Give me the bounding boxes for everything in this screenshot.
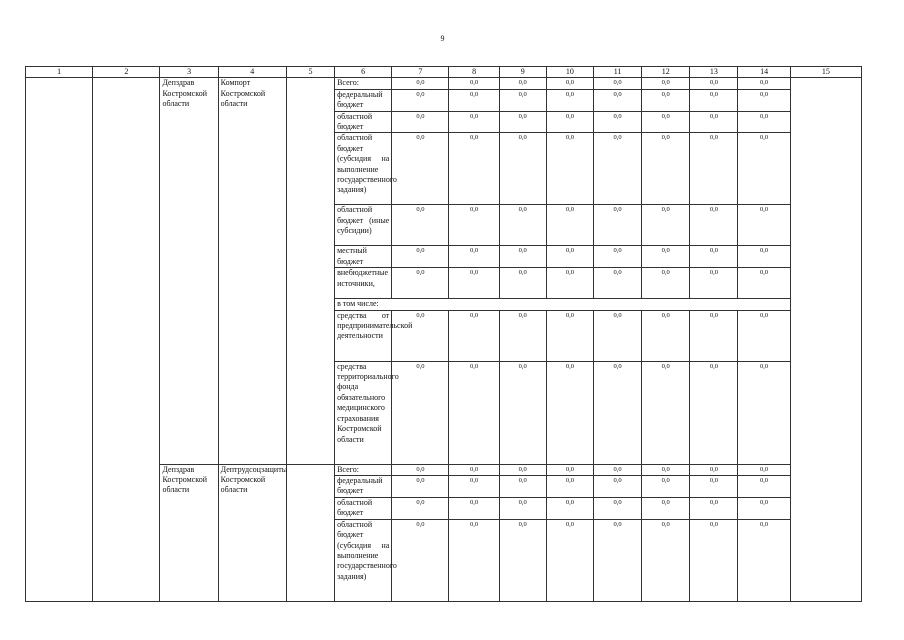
- value-cell: 0,0: [738, 519, 790, 601]
- column-header: 7: [392, 67, 449, 78]
- value-cell: 0,0: [499, 310, 546, 361]
- col15-cell: [790, 268, 861, 299]
- value-cell: 0,0: [690, 476, 738, 498]
- value-cell: 0,0: [738, 310, 790, 361]
- value-cell: 0,0: [738, 133, 790, 205]
- value-cell: 0,0: [642, 133, 690, 205]
- value-cell: 0,0: [738, 78, 790, 89]
- source-label: в том числе:: [335, 299, 791, 310]
- value-cell: 0,0: [449, 268, 499, 299]
- page-number: 9: [440, 34, 445, 43]
- col15-cell: [790, 78, 861, 89]
- value-cell: 0,0: [642, 78, 690, 89]
- value-cell: 0,0: [593, 497, 641, 519]
- value-cell: 0,0: [449, 464, 499, 475]
- value-cell: 0,0: [642, 497, 690, 519]
- column-header: 14: [738, 67, 790, 78]
- value-cell: 0,0: [642, 361, 690, 464]
- col2-cell: [93, 78, 160, 601]
- value-cell: 0,0: [546, 464, 593, 475]
- participant-cell: Дептрудсоцзащиты Костромской области: [218, 464, 286, 601]
- value-cell: 0,0: [738, 497, 790, 519]
- value-cell: 0,0: [642, 89, 690, 111]
- column-header: 11: [593, 67, 641, 78]
- source-label: Всего:: [335, 78, 392, 89]
- value-cell: 0,0: [642, 268, 690, 299]
- value-cell: 0,0: [499, 519, 546, 601]
- value-cell: 0,0: [499, 476, 546, 498]
- value-cell: 0,0: [642, 111, 690, 133]
- col15-cell: [790, 310, 861, 361]
- value-cell: 0,0: [593, 111, 641, 133]
- value-cell: 0,0: [392, 310, 449, 361]
- executor-cell: Депздрав Костромской области: [160, 78, 218, 464]
- source-label: областной бюджет: [335, 111, 392, 133]
- column-header: 4: [218, 67, 286, 78]
- value-cell: 0,0: [690, 89, 738, 111]
- value-cell: 0,0: [499, 361, 546, 464]
- value-cell: 0,0: [392, 497, 449, 519]
- value-cell: 0,0: [642, 519, 690, 601]
- value-cell: 0,0: [642, 246, 690, 268]
- value-cell: 0,0: [738, 268, 790, 299]
- value-cell: 0,0: [546, 268, 593, 299]
- column-header: 8: [449, 67, 499, 78]
- value-cell: 0,0: [449, 310, 499, 361]
- value-cell: 0,0: [392, 89, 449, 111]
- value-cell: 0,0: [546, 133, 593, 205]
- value-cell: 0,0: [593, 246, 641, 268]
- value-cell: 0,0: [738, 464, 790, 475]
- value-cell: 0,0: [738, 361, 790, 464]
- value-cell: 0,0: [449, 519, 499, 601]
- value-cell: 0,0: [499, 497, 546, 519]
- value-cell: 0,0: [690, 111, 738, 133]
- value-cell: 0,0: [738, 111, 790, 133]
- column-header: 1: [26, 67, 93, 78]
- source-label: областной бюджет (субсидия на выполнение государственного задания): [335, 133, 392, 205]
- value-cell: 0,0: [593, 464, 641, 475]
- value-cell: 0,0: [392, 268, 449, 299]
- column-header: 13: [690, 67, 738, 78]
- value-cell: 0,0: [499, 246, 546, 268]
- col15-cell: [790, 361, 861, 464]
- value-cell: 0,0: [546, 205, 593, 246]
- source-label: внебюджетные источники,: [335, 268, 392, 299]
- value-cell: 0,0: [449, 78, 499, 89]
- value-cell: 0,0: [449, 246, 499, 268]
- value-cell: 0,0: [593, 205, 641, 246]
- value-cell: 0,0: [449, 89, 499, 111]
- col15-cell: [790, 133, 861, 205]
- value-cell: 0,0: [546, 246, 593, 268]
- value-cell: 0,0: [593, 310, 641, 361]
- source-label: местный бюджет: [335, 246, 392, 268]
- col5-cell: [286, 464, 334, 601]
- value-cell: 0,0: [392, 476, 449, 498]
- value-cell: 0,0: [642, 205, 690, 246]
- value-cell: 0,0: [593, 268, 641, 299]
- value-cell: 0,0: [690, 519, 738, 601]
- value-cell: 0,0: [690, 78, 738, 89]
- source-label: федеральный бюджет: [335, 89, 392, 111]
- value-cell: 0,0: [690, 133, 738, 205]
- column-header: 12: [642, 67, 690, 78]
- value-cell: 0,0: [499, 78, 546, 89]
- table-row: [26, 78, 862, 89]
- value-cell: 0,0: [392, 246, 449, 268]
- column-header: 5: [286, 67, 334, 78]
- source-label: областной бюджет (субсидия на выполнение государственного задания): [335, 519, 392, 601]
- col15-cell: [790, 246, 861, 268]
- value-cell: 0,0: [499, 268, 546, 299]
- column-header: 6: [335, 67, 392, 78]
- col15-cell: [790, 89, 861, 111]
- value-cell: 0,0: [449, 497, 499, 519]
- value-cell: 0,0: [642, 476, 690, 498]
- value-cell: 0,0: [546, 497, 593, 519]
- value-cell: 0,0: [392, 111, 449, 133]
- col15-cell: [790, 205, 861, 246]
- col15-cell: [790, 519, 861, 601]
- value-cell: 0,0: [593, 476, 641, 498]
- value-cell: 0,0: [642, 310, 690, 361]
- value-cell: 0,0: [392, 205, 449, 246]
- col5-cell: [286, 78, 334, 464]
- column-header: 9: [499, 67, 546, 78]
- value-cell: 0,0: [546, 111, 593, 133]
- value-cell: 0,0: [392, 78, 449, 89]
- value-cell: 0,0: [546, 476, 593, 498]
- value-cell: 0,0: [642, 464, 690, 475]
- value-cell: 0,0: [546, 361, 593, 464]
- value-cell: 0,0: [593, 89, 641, 111]
- value-cell: 0,0: [593, 519, 641, 601]
- participant-cell: Компорт Костромской области: [218, 78, 286, 464]
- value-cell: 0,0: [546, 519, 593, 601]
- col15-cell: [790, 497, 861, 519]
- value-cell: 0,0: [690, 205, 738, 246]
- source-label: Всего:: [335, 464, 392, 475]
- value-cell: 0,0: [593, 361, 641, 464]
- value-cell: 0,0: [449, 133, 499, 205]
- source-label: средства от предпринимательской деятельности: [335, 310, 392, 361]
- column-header: 3: [160, 67, 218, 78]
- value-cell: 0,0: [546, 78, 593, 89]
- table-body: [26, 67, 862, 602]
- source-label: средства территориального фонда обязательного медицинского страхования Костромской области: [335, 361, 392, 464]
- col15-cell: [790, 111, 861, 133]
- value-cell: 0,0: [449, 361, 499, 464]
- col1-cell: [26, 78, 93, 601]
- column-header: 10: [546, 67, 593, 78]
- value-cell: 0,0: [392, 361, 449, 464]
- value-cell: 0,0: [449, 476, 499, 498]
- value-cell: 0,0: [593, 133, 641, 205]
- col15-cell: [790, 476, 861, 498]
- value-cell: 0,0: [738, 89, 790, 111]
- value-cell: 0,0: [690, 246, 738, 268]
- value-cell: 0,0: [593, 78, 641, 89]
- column-header: 2: [93, 67, 160, 78]
- value-cell: 0,0: [392, 464, 449, 475]
- value-cell: 0,0: [738, 246, 790, 268]
- col15-cell: [790, 464, 861, 475]
- value-cell: 0,0: [738, 476, 790, 498]
- value-cell: 0,0: [690, 361, 738, 464]
- value-cell: 0,0: [499, 89, 546, 111]
- value-cell: 0,0: [392, 519, 449, 601]
- value-cell: 0,0: [449, 111, 499, 133]
- source-label: областной бюджет (иные субсидии): [335, 205, 392, 246]
- col15-cell: [790, 299, 861, 310]
- value-cell: 0,0: [499, 464, 546, 475]
- value-cell: 0,0: [499, 133, 546, 205]
- executor-cell: Депздрав Костромской области: [160, 464, 218, 601]
- value-cell: 0,0: [546, 310, 593, 361]
- value-cell: 0,0: [690, 464, 738, 475]
- value-cell: 0,0: [546, 89, 593, 111]
- value-cell: 0,0: [449, 205, 499, 246]
- value-cell: 0,0: [690, 497, 738, 519]
- column-header: 15: [790, 67, 861, 78]
- source-label: федеральный бюджет: [335, 476, 392, 498]
- value-cell: 0,0: [392, 133, 449, 205]
- value-cell: 0,0: [690, 268, 738, 299]
- value-cell: 0,0: [690, 310, 738, 361]
- budget-table: [25, 66, 862, 602]
- value-cell: 0,0: [738, 205, 790, 246]
- source-label: областной бюджет: [335, 497, 392, 519]
- value-cell: 0,0: [499, 111, 546, 133]
- value-cell: 0,0: [499, 205, 546, 246]
- header-row: [26, 67, 862, 78]
